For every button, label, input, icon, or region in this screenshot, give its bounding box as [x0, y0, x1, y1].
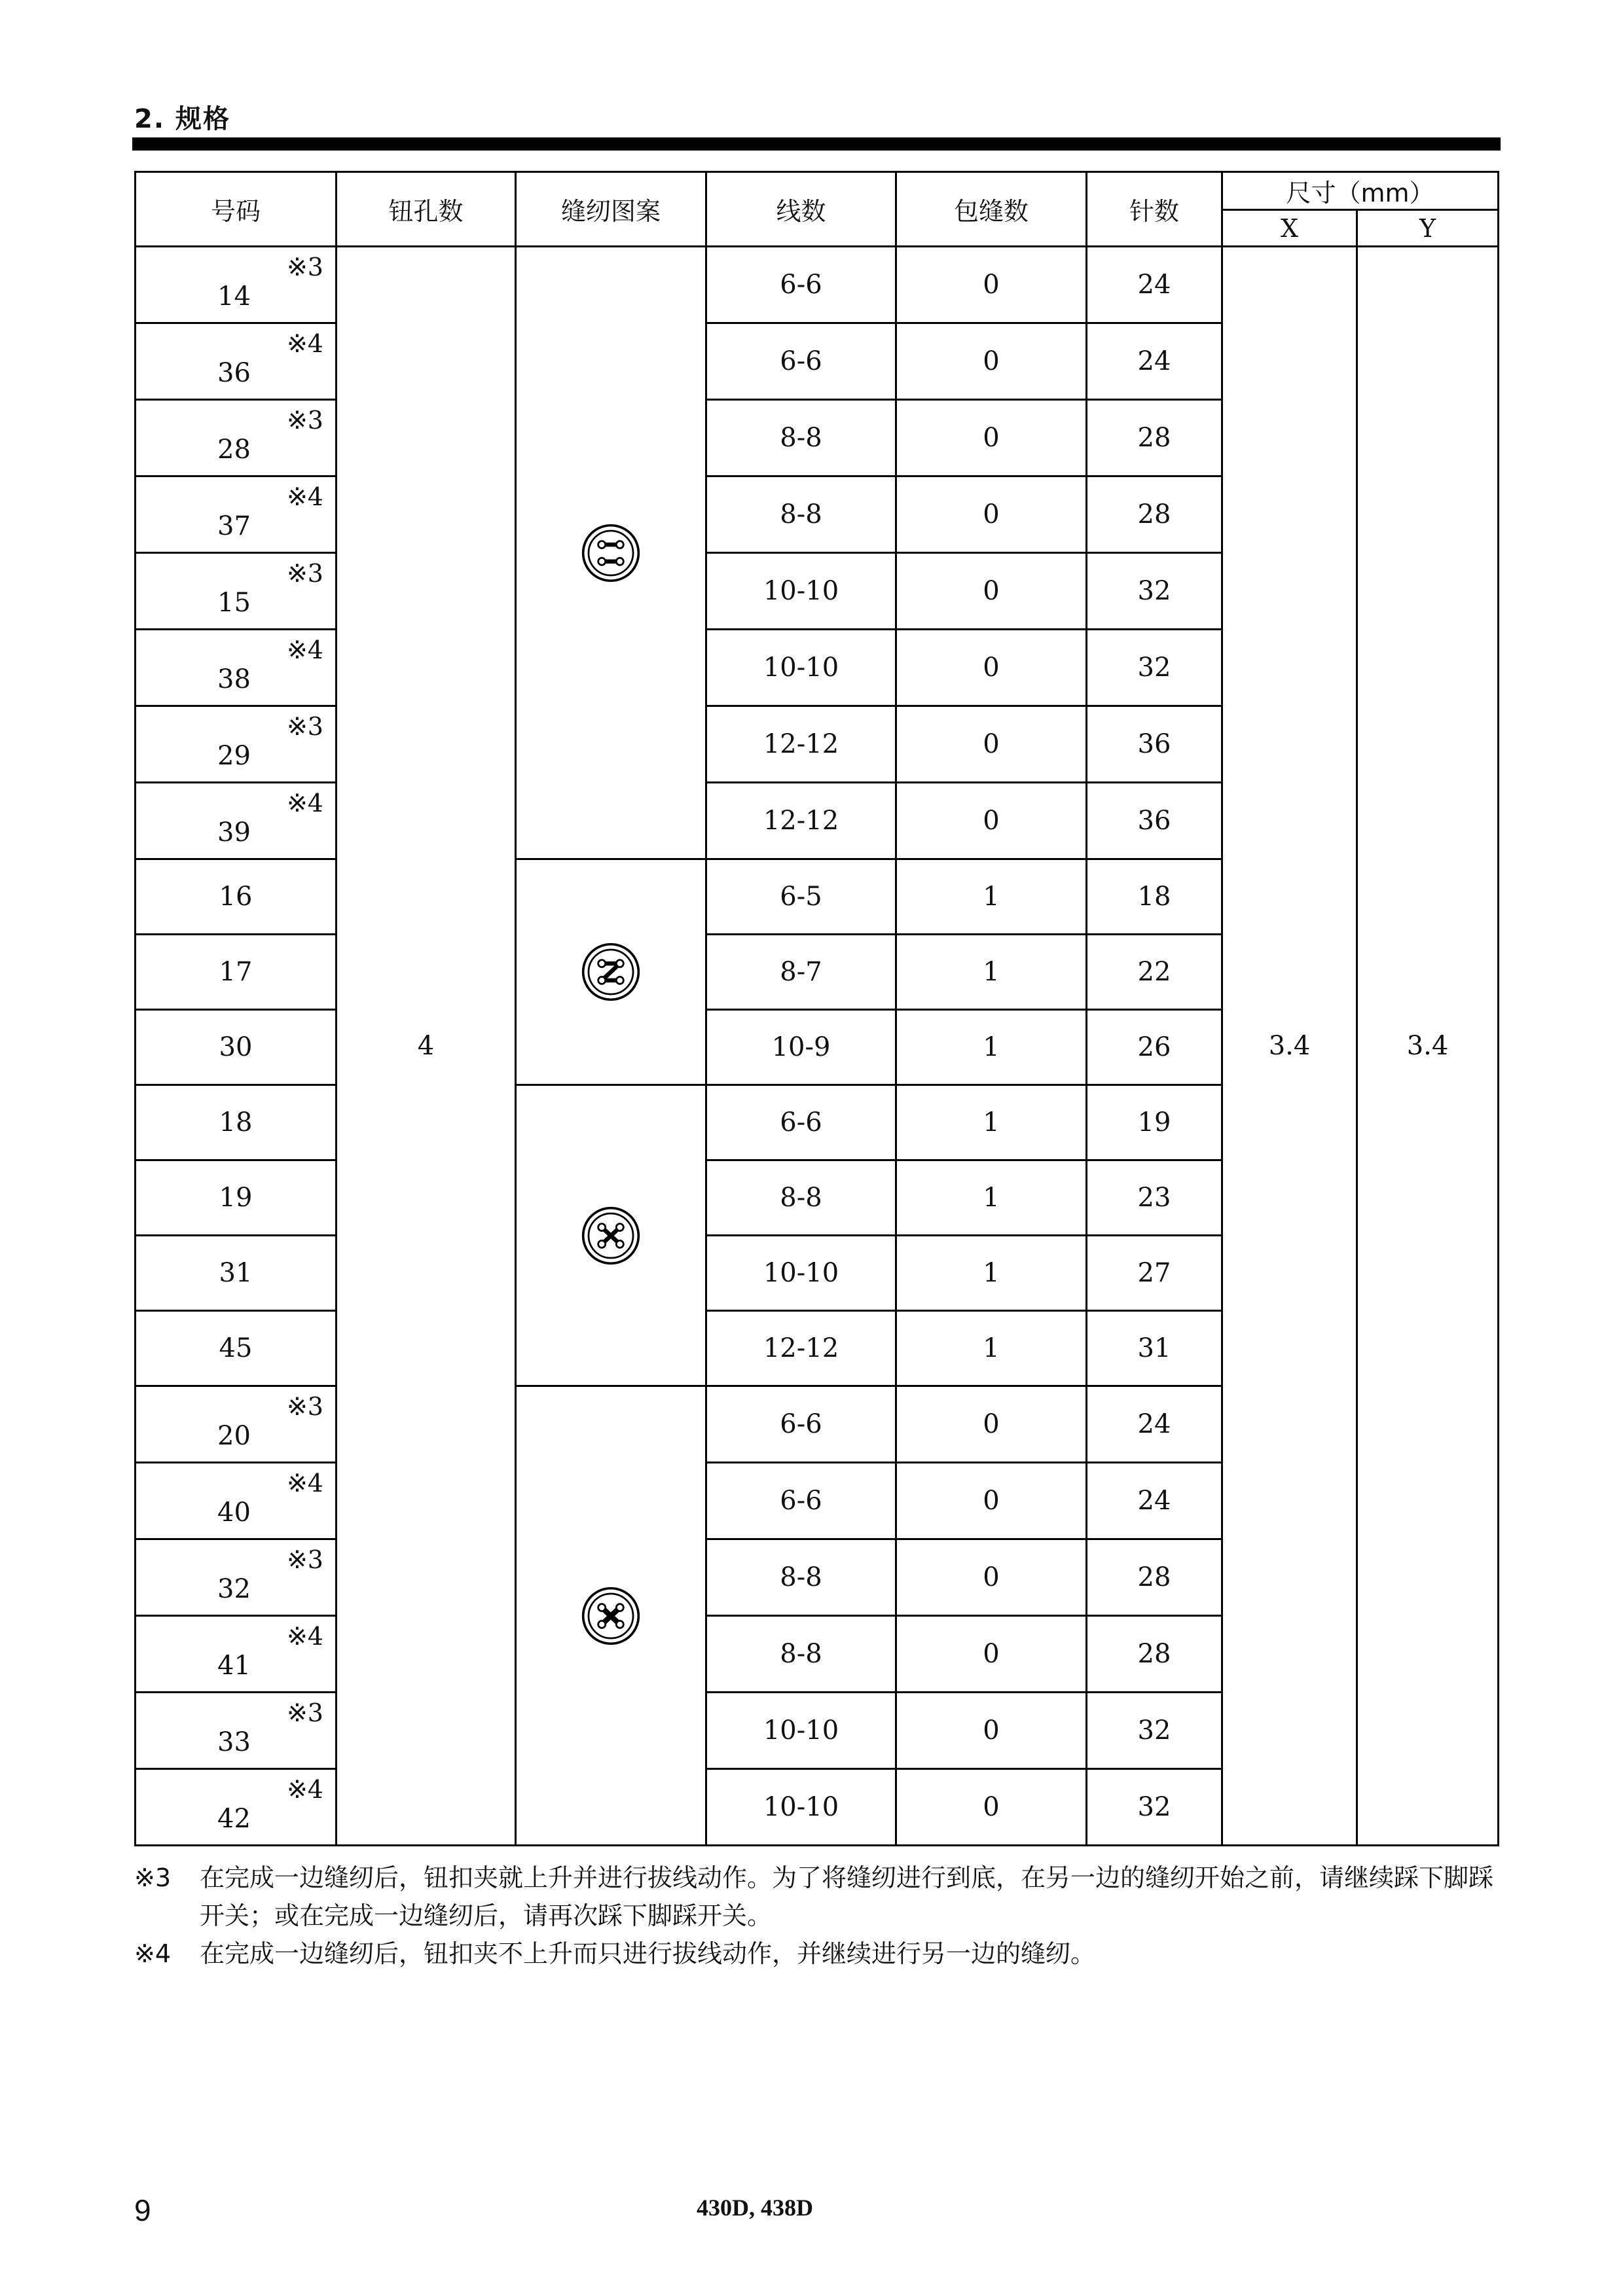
cell-threads: 10-10 [706, 630, 896, 706]
footnotes [134, 1859, 1503, 1973]
header-threads: 线数 [706, 172, 896, 247]
cell-holes: 4 [337, 247, 516, 1846]
cell-code [136, 1693, 337, 1769]
footnote-text: 在完成一边缝纫后，钮扣夹不上升而只进行拔线动作，并继续进行另一边的缝纫。 [200, 1939, 1096, 1968]
cell-stitches: 32 [1087, 553, 1222, 630]
header-holes: 钮孔数 [337, 172, 516, 247]
cell-stitches: 24 [1087, 247, 1222, 323]
code-value: 30 [219, 1032, 253, 1062]
footnote-mark: ※4 [134, 1939, 172, 1968]
cell-pattern [516, 247, 706, 859]
cell-code [136, 783, 337, 859]
cell-stitches: 36 [1087, 783, 1222, 859]
code-note: ※4 [286, 482, 323, 511]
footnote-3 [134, 1859, 1503, 1935]
code-value: 31 [219, 1258, 253, 1288]
cell-overlock: 1 [896, 935, 1087, 1010]
cell-code [136, 1085, 337, 1160]
code-note: ※3 [286, 253, 323, 281]
cell-stitches: 26 [1087, 1010, 1222, 1085]
cell-code [136, 1010, 337, 1085]
cell-overlock: 1 [896, 1160, 1087, 1236]
cell-code [136, 553, 337, 630]
cell-code [136, 935, 337, 1010]
cell-code [136, 630, 337, 706]
code-note: ※3 [286, 406, 323, 435]
code-value: 16 [219, 882, 253, 912]
button-z-stitch-icon [581, 942, 641, 1002]
code-value: 45 [219, 1333, 253, 1363]
code-note: ※3 [286, 1698, 323, 1727]
cell-code [136, 1311, 337, 1386]
code-value: 17 [219, 957, 253, 987]
cell-threads: 10-10 [706, 553, 896, 630]
cell-overlock: 0 [896, 1693, 1087, 1769]
code-value: 19 [219, 1183, 253, 1213]
code-value: 40 [217, 1498, 251, 1528]
cell-stitches: 23 [1087, 1160, 1222, 1236]
cell-pattern [516, 1386, 706, 1846]
code-note: ※4 [286, 329, 323, 358]
cell-code [136, 1386, 337, 1463]
cell-overlock: 0 [896, 706, 1087, 783]
cell-overlock: 0 [896, 1539, 1087, 1616]
cell-code [136, 1236, 337, 1311]
code-note: ※4 [286, 789, 323, 817]
code-note: ※3 [286, 559, 323, 588]
cell-pattern [516, 859, 706, 1085]
cell-threads: 10-9 [706, 1010, 896, 1085]
cell-threads: 10-10 [706, 1693, 896, 1769]
code-note: ※4 [286, 636, 323, 664]
footnote-text: 在完成一边缝纫后，钮扣夹就上升并进行拔线动作。为了将缝纫进行到底，在另一边的缝纫开始之前，请继续踩下脚踩开关；或在完成一边缝纫后，请再次踩下脚踩开关。 [200, 1863, 1494, 1930]
page-number: 9 [134, 2193, 151, 2227]
cell-stitches: 28 [1087, 1539, 1222, 1616]
cell-threads: 6-5 [706, 859, 896, 935]
footnote-mark: ※3 [134, 1863, 172, 1892]
code-value: 39 [217, 817, 251, 848]
cell-size-x: 3.4 [1222, 247, 1357, 1846]
table-row [136, 247, 1499, 323]
code-value: 29 [217, 741, 251, 771]
cell-overlock: 1 [896, 1010, 1087, 1085]
code-value: 36 [217, 358, 251, 388]
code-note: ※3 [286, 712, 323, 741]
code-value: 28 [217, 435, 251, 465]
cell-size-y: 3.4 [1357, 247, 1499, 1846]
code-value: 42 [217, 1804, 251, 1834]
cell-stitches: 22 [1087, 935, 1222, 1010]
cell-overlock: 0 [896, 247, 1087, 323]
code-value: 37 [217, 511, 251, 541]
code-value: 20 [217, 1421, 251, 1451]
cell-threads: 8-8 [706, 1160, 896, 1236]
cell-overlock: 1 [896, 1236, 1087, 1311]
cell-threads: 10-10 [706, 1236, 896, 1311]
header-stitches: 针数 [1087, 172, 1222, 247]
cell-overlock: 0 [896, 476, 1087, 553]
cell-stitches: 28 [1087, 1616, 1222, 1693]
cell-code [136, 1616, 337, 1693]
button-cross-stitch-icon [581, 1206, 641, 1266]
cell-overlock: 0 [896, 1769, 1087, 1846]
cell-code [136, 859, 337, 935]
code-note: ※3 [286, 1392, 323, 1421]
cell-overlock: 1 [896, 1085, 1087, 1160]
title-rule [132, 137, 1501, 151]
cell-threads: 6-6 [706, 1386, 896, 1463]
cell-threads: 8-8 [706, 1616, 896, 1693]
cell-overlock: 0 [896, 553, 1087, 630]
model-number: 430D, 438D [697, 2195, 813, 2221]
cell-threads: 12-12 [706, 783, 896, 859]
cell-threads: 8-8 [706, 1539, 896, 1616]
spec-table [134, 171, 1499, 1846]
cell-overlock: 0 [896, 783, 1087, 859]
cell-overlock: 0 [896, 1386, 1087, 1463]
cell-code [136, 1160, 337, 1236]
cell-code [136, 323, 337, 400]
cell-threads: 6-6 [706, 1085, 896, 1160]
code-value: 38 [217, 664, 251, 694]
cell-threads: 8-8 [706, 476, 896, 553]
cell-code [136, 247, 337, 323]
cell-stitches: 18 [1087, 859, 1222, 935]
code-value: 41 [217, 1651, 251, 1681]
cell-stitches: 24 [1087, 1463, 1222, 1539]
cell-stitches: 32 [1087, 1693, 1222, 1769]
cell-overlock: 1 [896, 859, 1087, 935]
cell-overlock: 0 [896, 1463, 1087, 1539]
code-value: 18 [219, 1107, 253, 1138]
code-value: 33 [217, 1727, 251, 1757]
code-value: 14 [217, 281, 251, 312]
footnote-4 [134, 1935, 1503, 1973]
cell-stitches: 32 [1087, 630, 1222, 706]
cell-stitches: 24 [1087, 1386, 1222, 1463]
cell-overlock: 0 [896, 400, 1087, 476]
header-code: 号码 [136, 172, 337, 247]
cell-stitches: 28 [1087, 476, 1222, 553]
cell-stitches: 36 [1087, 706, 1222, 783]
cell-overlock: 0 [896, 1616, 1087, 1693]
cell-stitches: 27 [1087, 1236, 1222, 1311]
button-parallel-stitch-icon [581, 523, 641, 583]
cell-overlock: 0 [896, 323, 1087, 400]
cell-overlock: 1 [896, 1311, 1087, 1386]
header-pattern: 缝纫图案 [516, 172, 706, 247]
cell-code [136, 1539, 337, 1616]
cell-threads: 12-12 [706, 706, 896, 783]
header-size: 尺寸（mm） [1222, 172, 1499, 210]
cell-stitches: 28 [1087, 400, 1222, 476]
cell-threads: 6-6 [706, 247, 896, 323]
header-overlock: 包缝数 [896, 172, 1087, 247]
code-note: ※4 [286, 1775, 323, 1804]
cell-overlock: 0 [896, 630, 1087, 706]
header-size-x: X [1222, 210, 1357, 247]
cell-code [136, 476, 337, 553]
cell-code [136, 1769, 337, 1846]
cell-threads: 8-8 [706, 400, 896, 476]
cell-threads: 12-12 [706, 1311, 896, 1386]
cell-stitches: 31 [1087, 1311, 1222, 1386]
cell-threads: 6-6 [706, 1463, 896, 1539]
cell-stitches: 32 [1087, 1769, 1222, 1846]
cell-pattern [516, 1085, 706, 1386]
cell-threads: 8-7 [706, 935, 896, 1010]
cell-threads: 10-10 [706, 1769, 896, 1846]
cell-code [136, 400, 337, 476]
code-note: ※3 [286, 1545, 323, 1574]
code-value: 15 [217, 588, 251, 618]
button-cross-x-stitch-icon [581, 1586, 641, 1646]
cell-stitches: 19 [1087, 1085, 1222, 1160]
cell-stitches: 24 [1087, 323, 1222, 400]
code-note: ※4 [286, 1622, 323, 1651]
code-value: 32 [217, 1574, 251, 1604]
cell-code [136, 1463, 337, 1539]
header-size-y: Y [1357, 210, 1499, 247]
section-title: 2. 规格 [134, 104, 230, 134]
cell-threads: 6-6 [706, 323, 896, 400]
code-note: ※4 [286, 1469, 323, 1498]
cell-code [136, 706, 337, 783]
